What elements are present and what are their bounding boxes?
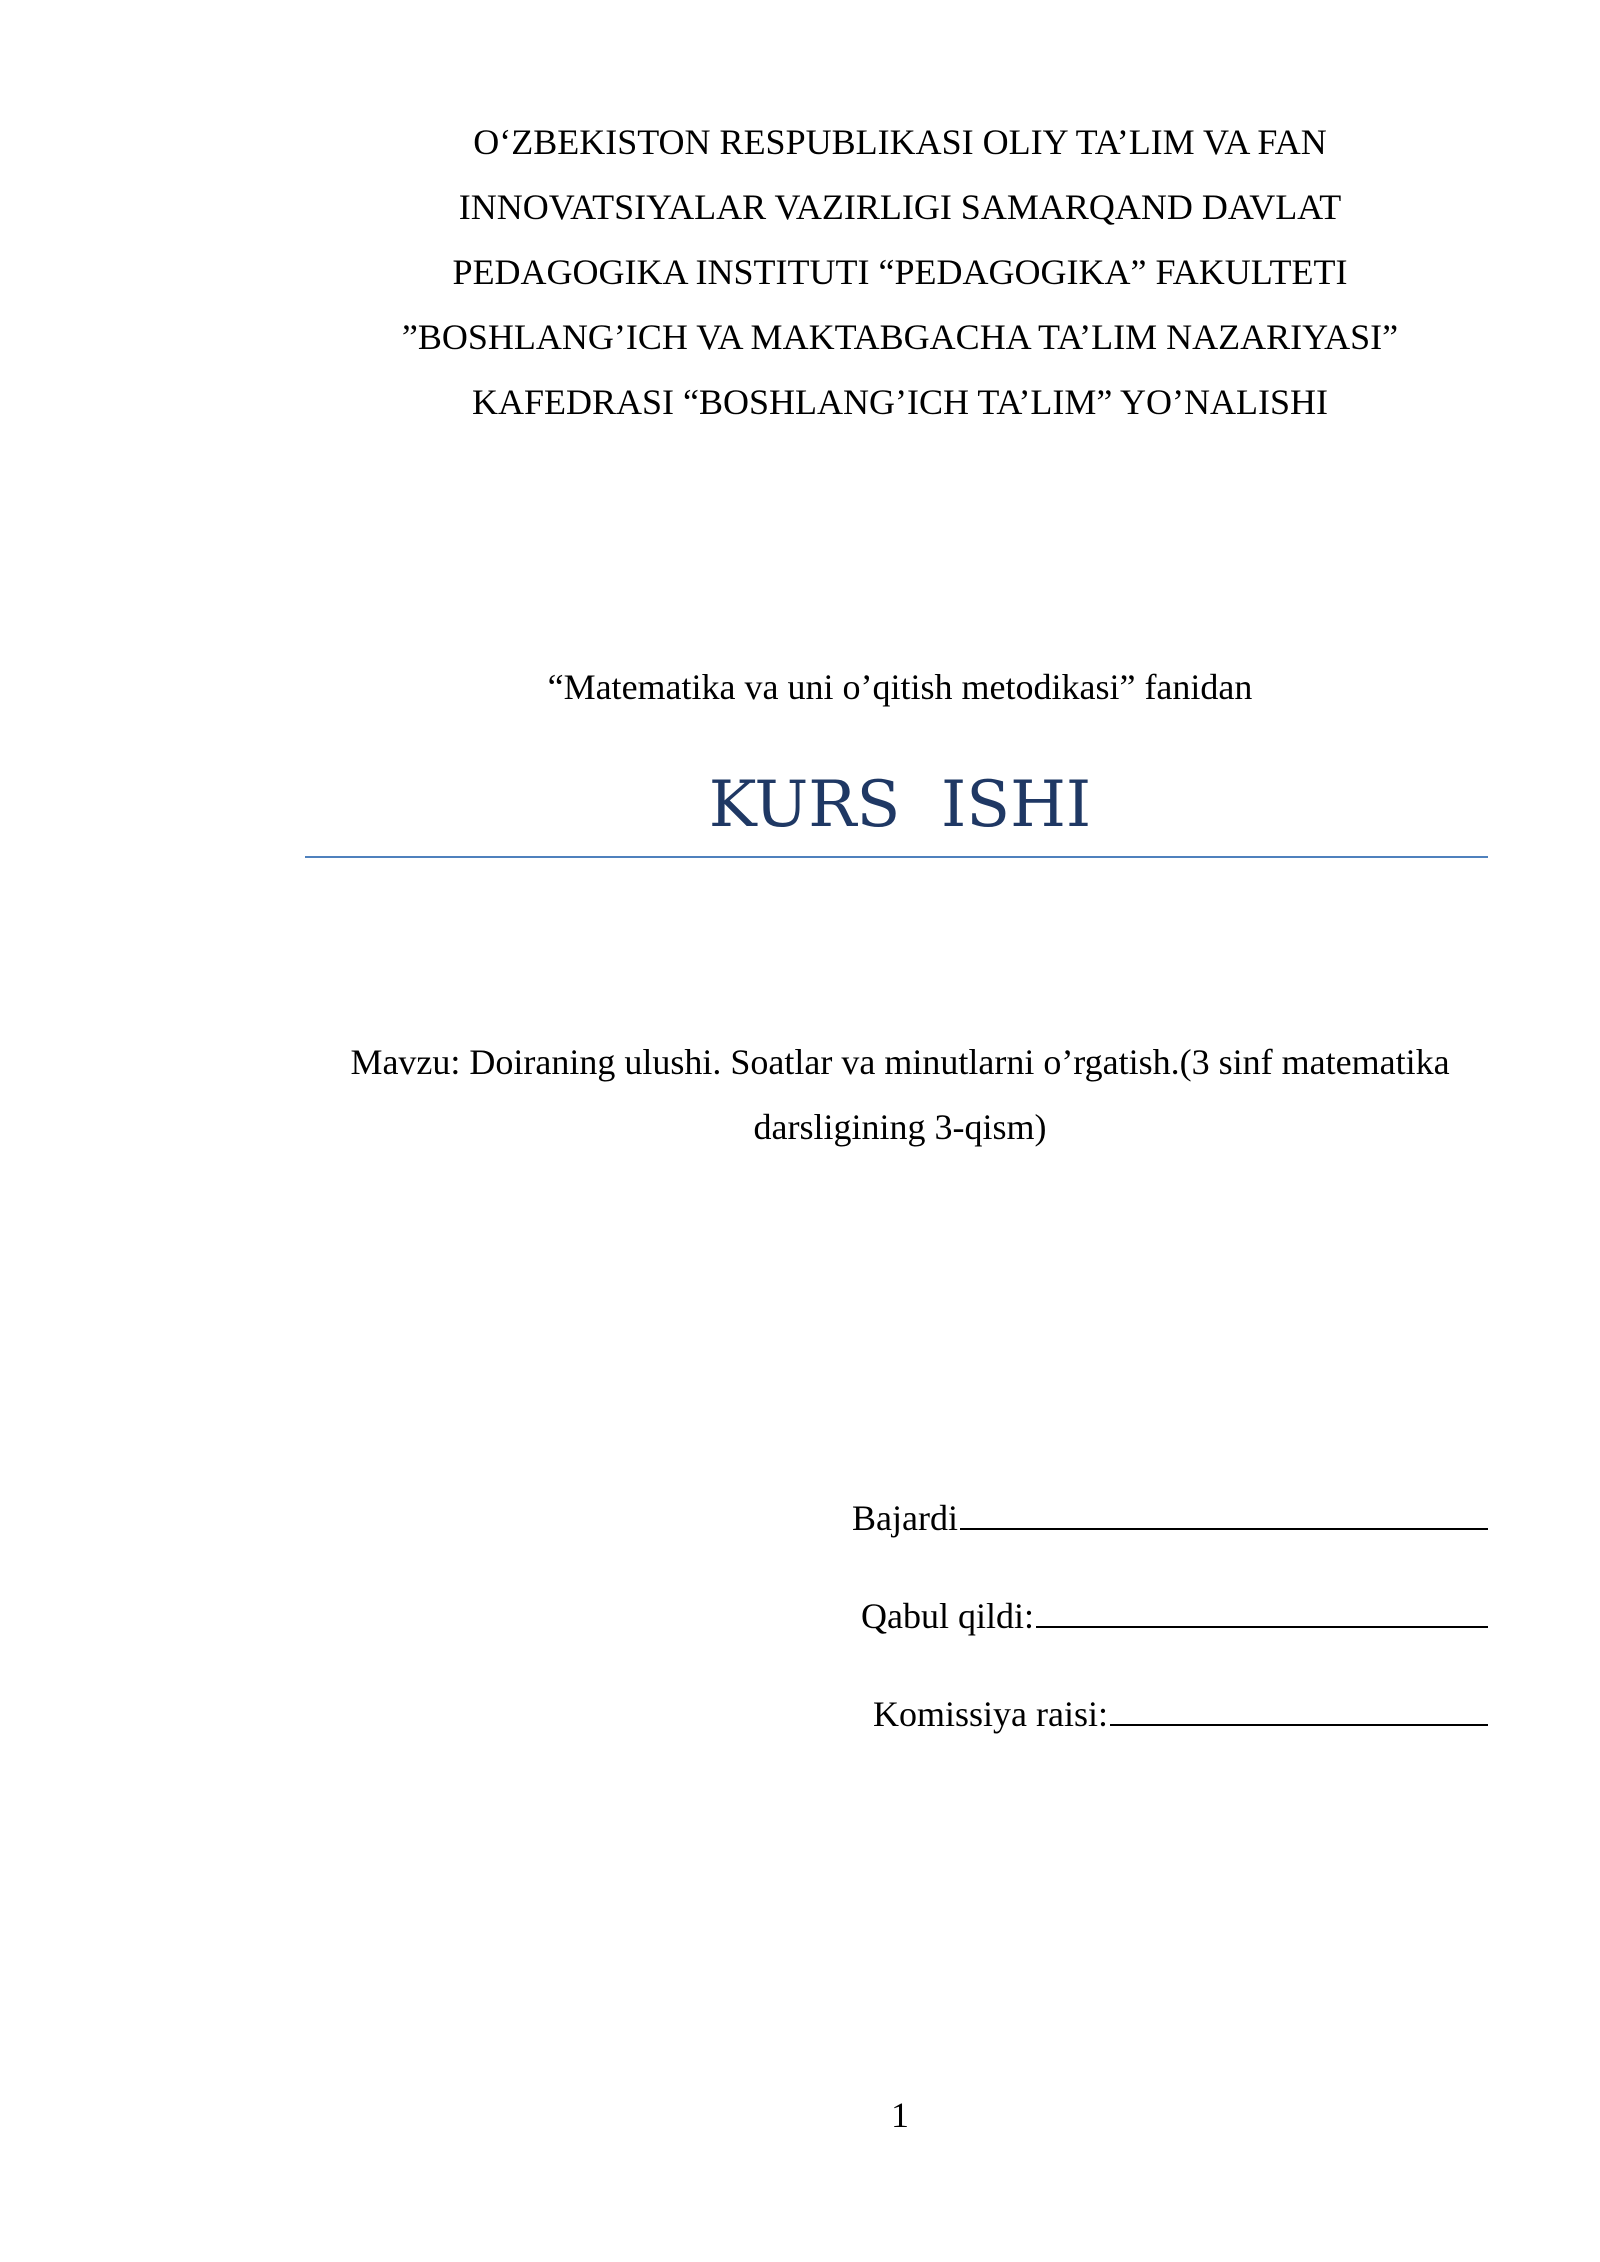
signature-commission-chair [873, 1689, 1488, 1739]
topic-line-1: Mavzu: Doiraning ulushi. Soatlar va minutlarni o’rgatish.(3 sinf matematika [350, 1042, 1450, 1082]
institution-header [300, 110, 1500, 435]
topic-line-2: darsligining 3-qism) [753, 1107, 1047, 1147]
signature-performed-by-blank [960, 1494, 1488, 1530]
signature-accepted-by-label: Qabul qildi: [861, 1596, 1034, 1636]
signature-commission-chair-label: Komissiya raisi: [873, 1694, 1108, 1734]
subject-line: “Matematika va uni o’qitish metodikasi” fanidan [547, 667, 1253, 707]
signature-performed-by-label: Bajardi [852, 1498, 958, 1538]
header-line-ministry: O‘ZBEKISTON RESPUBLIKASI OLIY TA’LIM VA FAN [473, 122, 1327, 162]
page-number: 1 [891, 2095, 909, 2135]
signature-performed-by [852, 1493, 1488, 1543]
header-line-ministry-continued: INNOVATSIYALAR VAZIRLIGI SAMARQAND DAVLAT [458, 187, 1342, 227]
signature-commission-chair-blank [1110, 1690, 1488, 1726]
signature-accepted-by [861, 1591, 1488, 1641]
topic-block [300, 1030, 1500, 1160]
header-line-direction: KAFEDRASI “BOSHLANG’ICH TA’LIM” YO’NALISHI [471, 382, 1329, 422]
header-line-institute: PEDAGOGIKA INSTITUTI “PEDAGOGIKA” FAKULTETI [452, 252, 1348, 292]
document-title: KURS ISHI [708, 768, 1092, 842]
title-underline [305, 856, 1488, 858]
signature-accepted-by-blank [1036, 1592, 1488, 1628]
header-line-department: ”BOSHLANG’ICH VA MAKTABGACHA TA’LIM NAZARIYASI” [401, 317, 1399, 357]
